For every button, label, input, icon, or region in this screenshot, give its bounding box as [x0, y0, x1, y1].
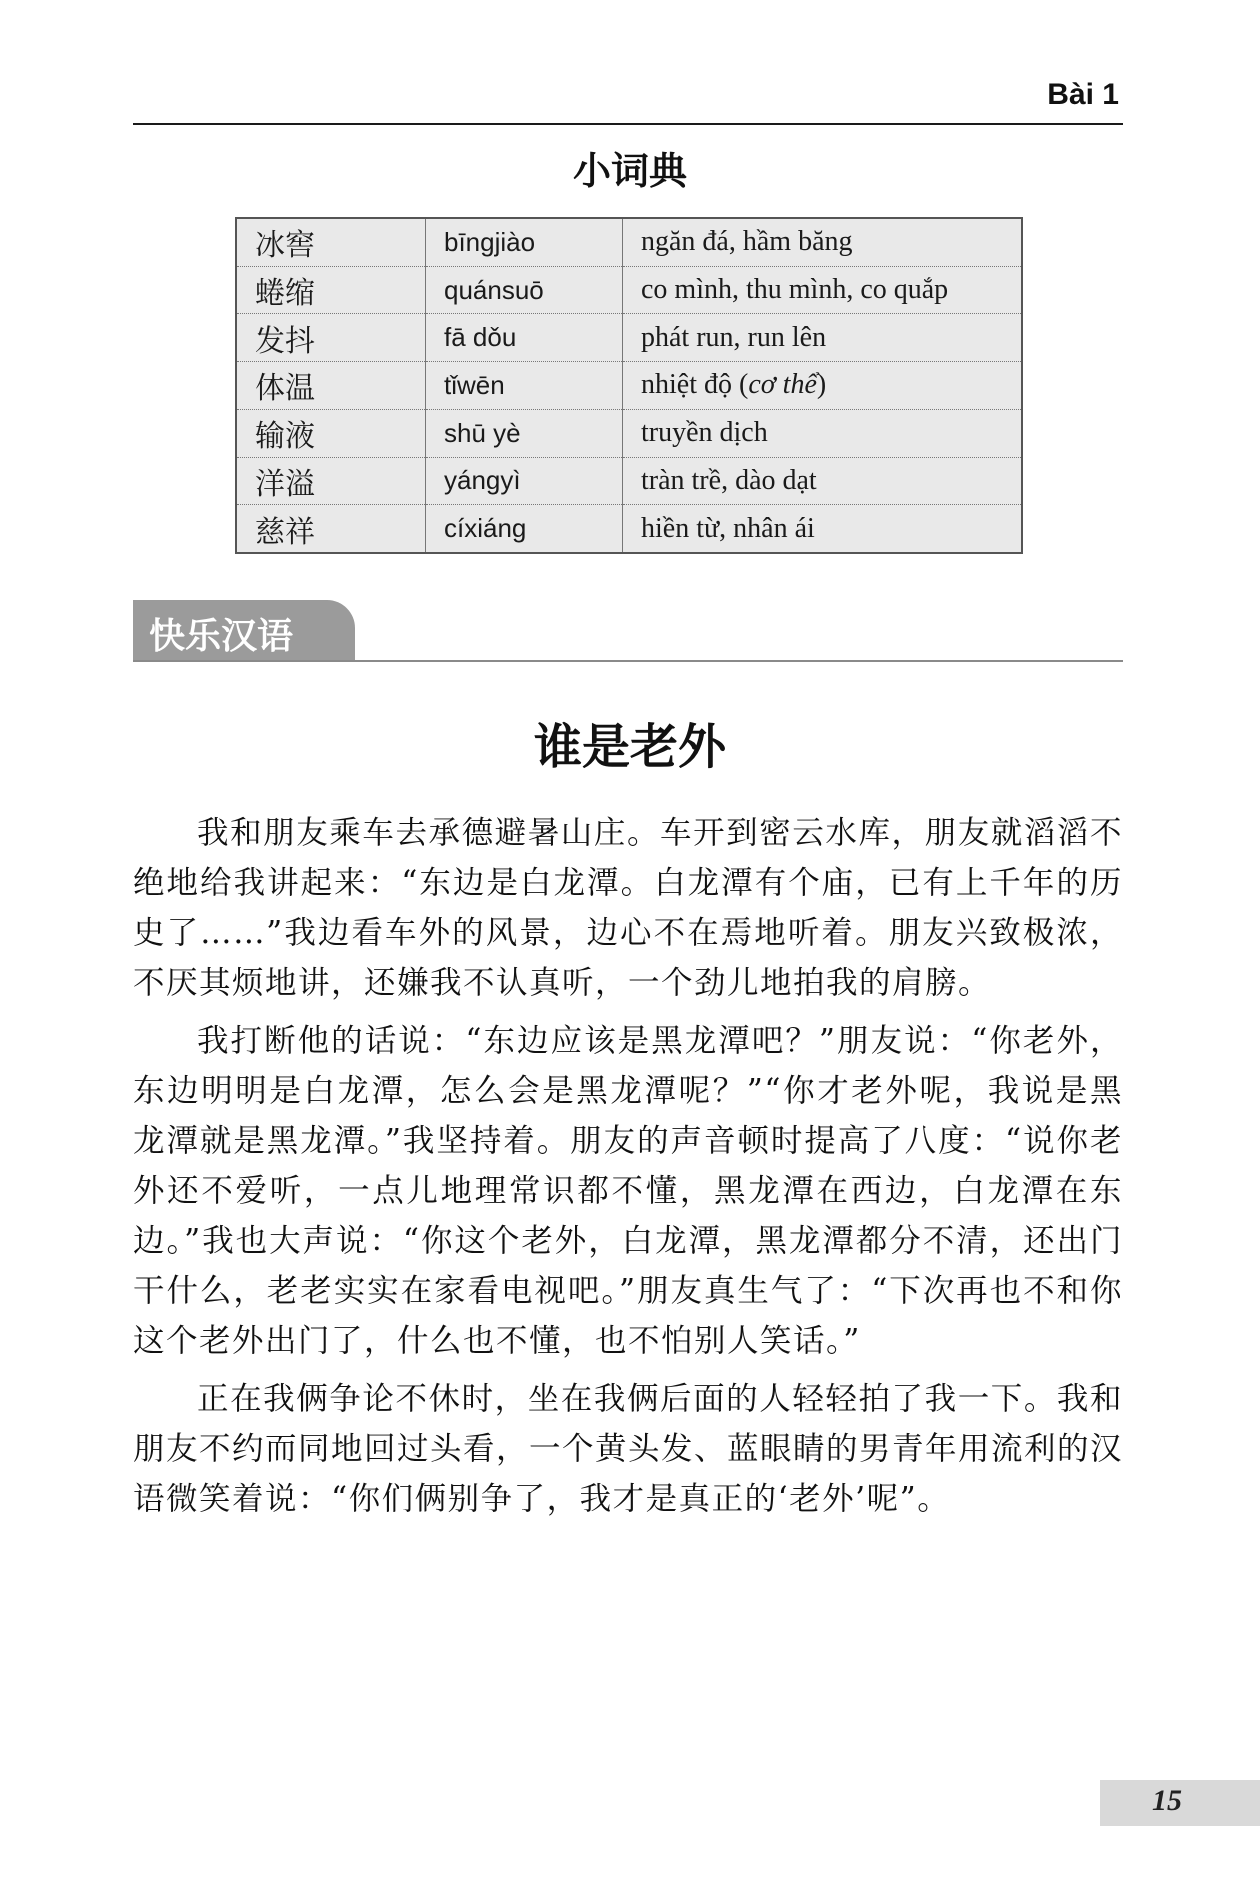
vocab-hanzi: 慈祥: [236, 505, 426, 553]
vocab-hanzi: 冰窖: [236, 218, 426, 266]
vocab-pinyin: yángyì: [426, 457, 623, 505]
vocab-hanzi: 发抖: [236, 314, 426, 362]
story-paragraph: 正在我俩争论不休时，坐在我俩后面的人轻轻拍了我一下。我和朋友不约而同地回过头看，一个黄头发、蓝眼睛的男青年用流利的汉语微笑着说：“你们俩别争了，我才是真正的‘老外’呢”。: [133, 1381, 1124, 1517]
section-tab: [133, 600, 355, 660]
table-row: [236, 314, 1022, 362]
page-number-box: [1100, 1780, 1260, 1826]
vocab-meaning: phát run, run lên: [623, 314, 1023, 362]
section-banner: [133, 600, 1123, 662]
table-row: [236, 266, 1022, 314]
vocab-pinyin: cíxiáng: [426, 505, 623, 553]
vocab-hanzi: 输液: [236, 409, 426, 457]
vocab-hanzi: 蜷缩: [236, 266, 426, 314]
table-row: [236, 505, 1022, 553]
vocab-pinyin: shū yè: [426, 409, 623, 457]
page-header: [133, 78, 1123, 125]
vocab-pinyin: fā dǒu: [426, 314, 623, 362]
vocab-hanzi: 体温: [236, 362, 426, 410]
lesson-label: Bài 1: [1047, 78, 1119, 111]
table-row: [236, 409, 1022, 457]
vocabulary-title: 小词典: [572, 149, 687, 193]
vocabulary-table: [235, 217, 1023, 554]
table-row: [236, 218, 1022, 266]
vocab-meaning: hiền từ, nhân ái: [641, 512, 815, 544]
story-paragraph: 我和朋友乘车去承德避暑山庄。车开到密云水库，朋友就滔滔不绝地给我讲起来：“东边是白龙潭。白龙潭有个庙，已有上千年的历史了……”我边看车外的风景，边心不在焉地听着。朋友兴致极浓，不厌其烦地讲，还嫌我不认真听，一个劲儿地拍我的肩膀。: [133, 815, 1123, 1001]
vocab-meaning-end: ): [816, 369, 827, 401]
vocab-pinyin: bīngjiào: [426, 218, 623, 266]
section-label: 快乐汉语: [149, 616, 294, 657]
vocab-meaning-text: nhiệt độ (: [641, 369, 749, 401]
vocab-meaning-italic: cơ thể: [748, 369, 817, 401]
vocab-meaning: truyền dịch: [623, 409, 1023, 457]
vocab-meaning: co mình, thu mình, co quắp: [623, 266, 1023, 314]
vocab-pinyin: quánsuō: [426, 266, 623, 314]
vocab-meaning: tràn trề, dào dạt: [623, 457, 1023, 505]
story-paragraph: 我打断他的话说：“东边应该是黑龙潭吧？”朋友说：“你老外，东边明明是白龙潭，怎么会是黑龙潭呢？”“你才老外呢，我说是黑龙潭就是黑龙潭。”我坚持着。朋友的声音顿时提高了八度：“说你老外还不爱听，一点儿地理常识都不懂，黑龙潭在西边，白龙潭在东边。”我也大声说：“你这个老外，白龙潭，黑龙潭都分不清，还出门干什么，老老实实在家看电视吧。”朋友真生气了：“下次再也不和你这个老外出门了，什么也不懂，也不怕别人笑话。”: [133, 1023, 1123, 1359]
page-number: 15: [1152, 1784, 1182, 1817]
story-title: 谁是老外: [533, 719, 726, 775]
vocab-hanzi: 洋溢: [236, 457, 426, 505]
table-row: [236, 362, 1022, 410]
story-body: [133, 808, 1123, 1532]
vocab-meaning: [623, 362, 1023, 410]
vocab-meaning: ngăn đá, hầm băng: [623, 218, 1023, 266]
vocab-pinyin: tǐwēn: [426, 362, 623, 410]
table-row: [236, 457, 1022, 505]
